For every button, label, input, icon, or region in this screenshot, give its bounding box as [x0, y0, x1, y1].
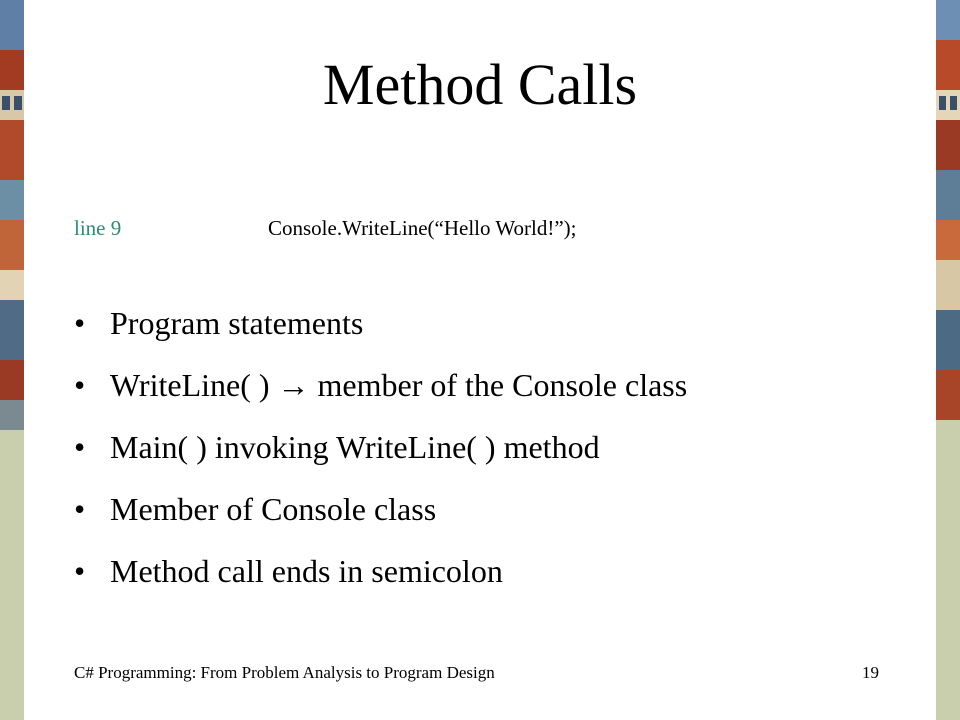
- bullet-text: Main( ) invoking WriteLine( ) method: [110, 429, 600, 465]
- footer-course-title: C# Programming: From Problem Analysis to Program Design: [74, 663, 495, 682]
- bullet-text: WriteLine( ) → member of the Console class: [110, 367, 688, 403]
- bullet-list: [74, 302, 894, 612]
- list-item: [74, 364, 894, 406]
- code-line-label: line 9: [74, 216, 122, 240]
- bullet-text: Program statements: [110, 305, 364, 341]
- page-number: 19: [862, 663, 879, 682]
- slide-title: Method Calls: [322, 52, 638, 117]
- list-item: [74, 488, 894, 530]
- bullet-icon: •: [74, 429, 86, 465]
- list-item: [74, 426, 894, 468]
- list-item: [74, 302, 894, 344]
- code-line-text: Console.WriteLine(“Hello World!”);: [268, 216, 577, 240]
- bullet-text: Member of Console class: [110, 491, 437, 527]
- list-item: [74, 550, 894, 592]
- bullet-text: Method call ends in semicolon: [110, 553, 503, 589]
- bullet-icon: •: [74, 367, 86, 403]
- bullet-icon: •: [74, 491, 86, 527]
- bullet-icon: •: [74, 305, 86, 341]
- bullet-icon: •: [74, 553, 86, 589]
